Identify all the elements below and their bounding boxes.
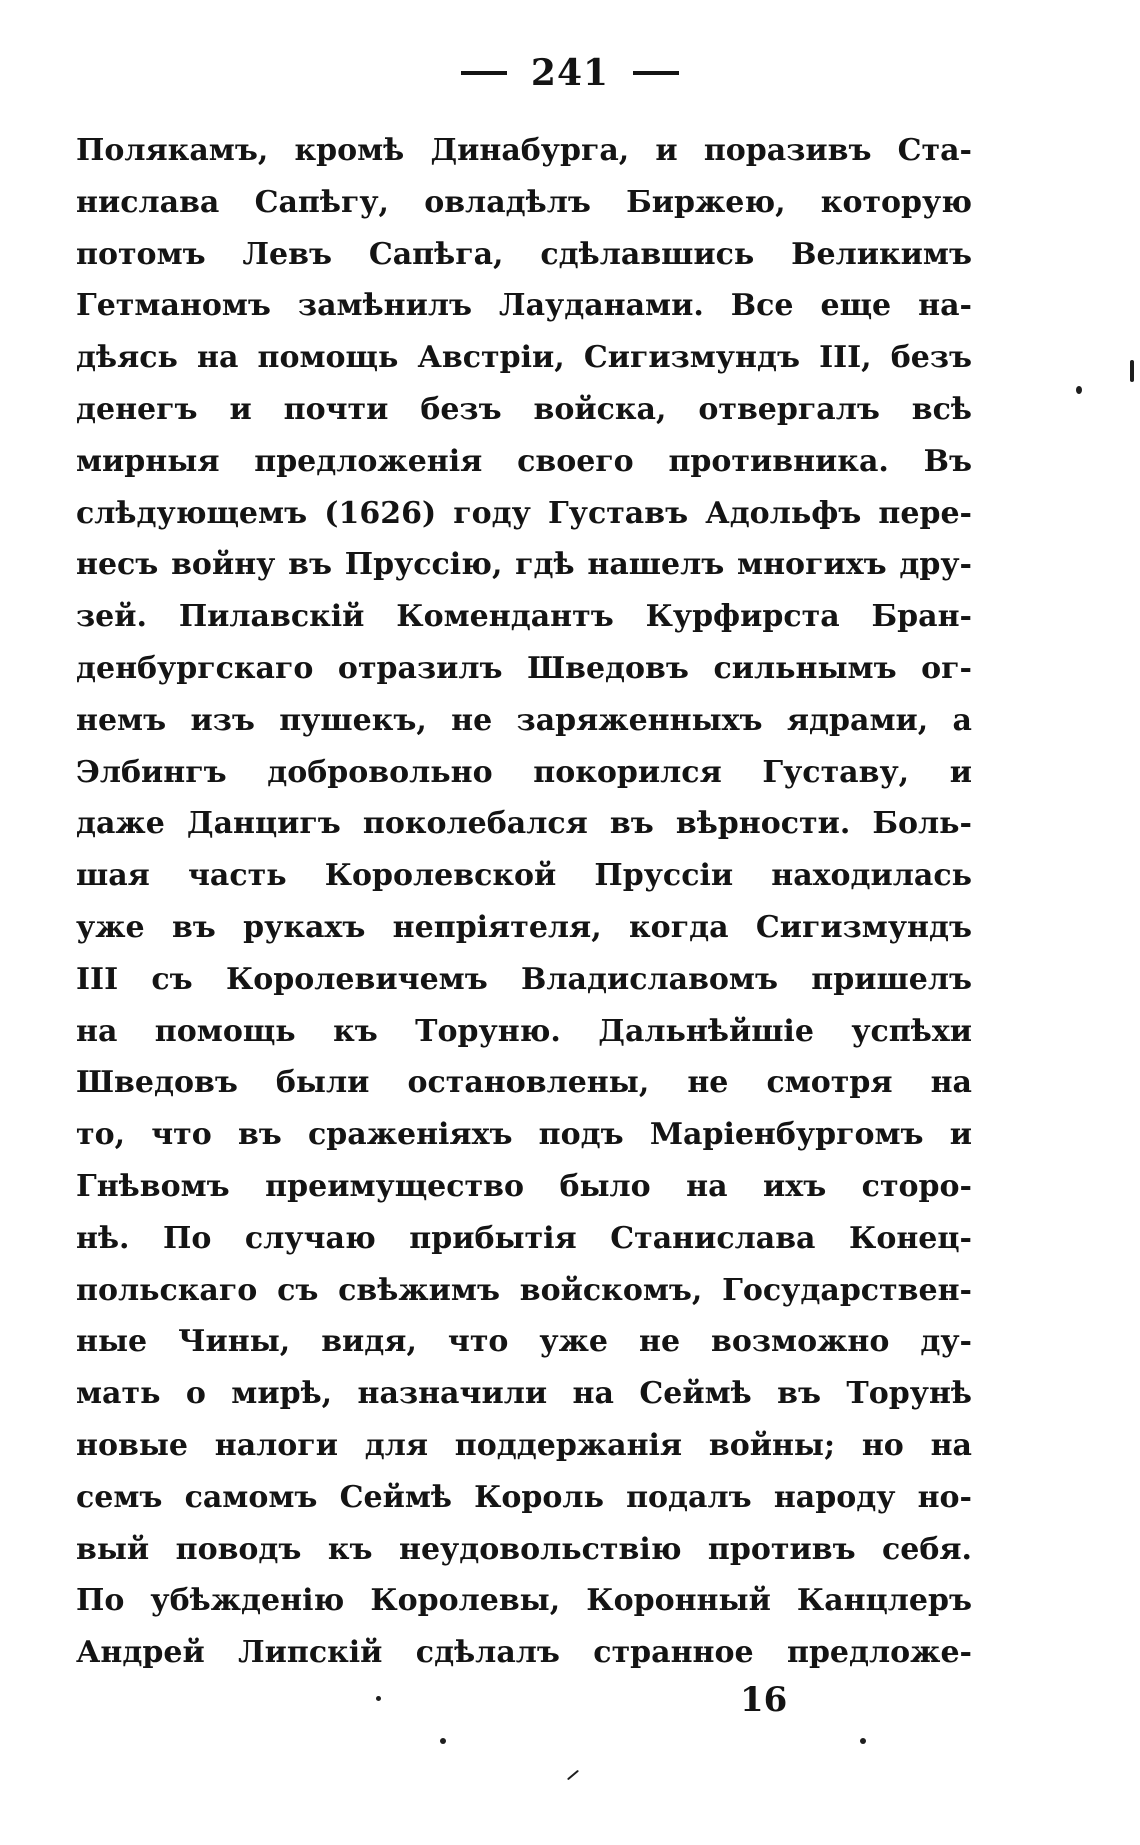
text-line: новые налоги для поддержанія войны; но на <box>76 1427 972 1463</box>
header-dash-left <box>461 71 507 75</box>
scan-speck <box>567 1770 579 1781</box>
scan-speck <box>440 1738 446 1744</box>
text-line: По убѣжденію Королевы, Коронный Канцлеръ <box>76 1583 972 1619</box>
scan-speck <box>1076 386 1082 394</box>
text-line: Гнѣвомъ преимущество было на ихъ сторо- <box>76 1168 972 1204</box>
text-line: мирныя предложенія своего противника. Въ <box>76 443 972 479</box>
text-line: нислава Сапѣгу, овладѣлъ Биржею, которую <box>76 184 972 220</box>
text-line: Андрей Липскій сдѣлалъ странное предложе- <box>76 1635 972 1671</box>
text-line: зей. Пилавскій Комендантъ Курфирста Бран- <box>76 599 972 635</box>
text-line: то, что въ сраженіяхъ подъ Маріенбургомъ и <box>76 1117 972 1153</box>
text-line: потомъ Левъ Сапѣга, сдѣлавшись Великимъ <box>76 236 972 272</box>
text-line: ные Чины, видя, что уже не возможно ду- <box>76 1324 972 1360</box>
header-dash-right <box>633 71 679 75</box>
text-line: Гетманомъ замѣнилъ Лауданами. Все еще на- <box>76 288 972 324</box>
scan-speck <box>860 1738 866 1744</box>
text-line: несъ войну въ Пруссію, гдѣ нашелъ многихъ дру- <box>76 547 972 583</box>
text-line: Полякамъ, кромѣ Динабурга, и поразивъ Ста- <box>76 133 972 168</box>
text-line: уже въ рукахъ непріятеля, когда Сигизмундъ <box>76 909 972 945</box>
text-line: Элбингъ добровольно покорился Густаву, и <box>76 754 972 790</box>
printer-signature-mark: 16 <box>740 1680 788 1720</box>
text-line: даже Данцигъ поколебался въ вѣрности. Боль- <box>76 806 972 842</box>
scan-speck <box>1130 360 1134 382</box>
text-line: Шведовъ были остановлены, не смотря на <box>76 1065 972 1101</box>
scan-speck <box>376 1696 381 1701</box>
text-line: нѣ. По случаю прибытія Станислава Конец- <box>76 1220 972 1256</box>
text-line: семъ самомъ Сеймѣ Король подалъ народу но- <box>76 1479 972 1515</box>
text-line: слѣдующемъ (1626) году Густавъ Адольфъ пере- <box>76 495 972 531</box>
text-line: денбургскаго отразилъ Шведовъ сильнымъ ог- <box>76 650 972 686</box>
page-header <box>0 48 1140 98</box>
text-line: вый поводъ къ неудовольствію противъ себя. <box>76 1531 972 1567</box>
text-line: мать о мирѣ, назначили на Сеймѣ въ Торунѣ <box>76 1376 972 1412</box>
text-line: на помощь къ Торуню. Дальнѣйшіе успѣхи <box>76 1013 972 1049</box>
body-text <box>76 125 972 1679</box>
text-line: дѣясь на помощь Австріи, Сигизмундъ III, безъ <box>76 340 972 376</box>
text-line: шая часть Королевской Пруссіи находилась <box>76 858 972 894</box>
page-number: 241 <box>530 52 610 94</box>
text-line: III съ Королевичемъ Владиславомъ пришелъ <box>76 961 972 997</box>
text-line: немъ изъ пушекъ, не заряженныхъ ядрами, а <box>76 702 972 738</box>
text-line: польскаго съ свѣжимъ войскомъ, Государствен- <box>76 1272 972 1308</box>
text-line: денегъ и почти безъ войска, отвергалъ всѣ <box>76 391 972 427</box>
